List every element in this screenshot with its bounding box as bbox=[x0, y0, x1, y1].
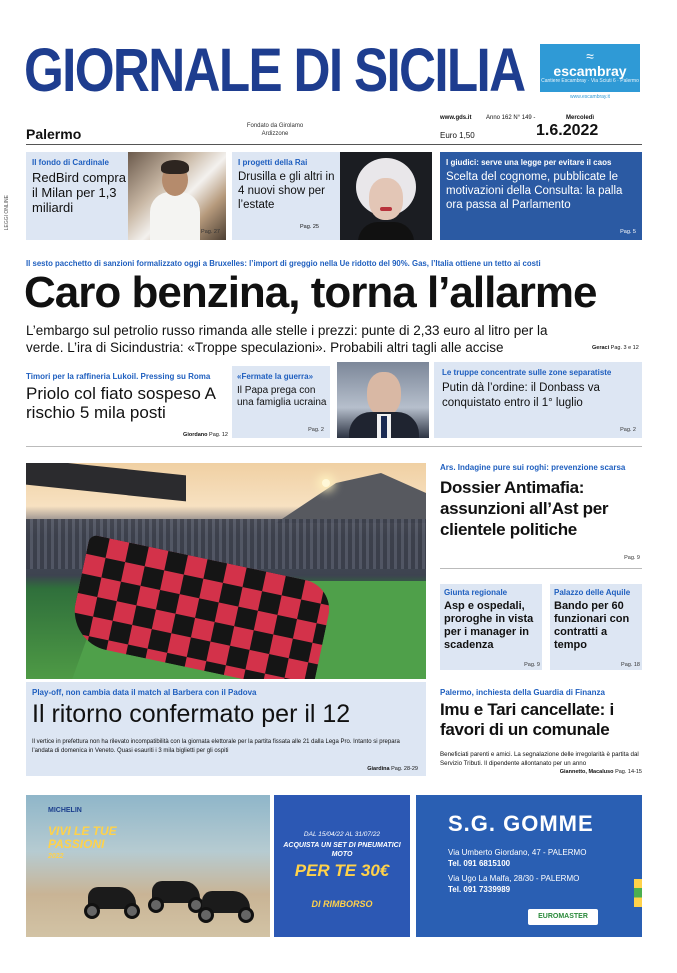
story-priolo[interactable] bbox=[26, 372, 228, 440]
main-headline[interactable]: Caro benzina, torna l’allarme bbox=[24, 268, 597, 317]
teaser-consulta[interactable] bbox=[440, 152, 642, 240]
story-title: Asp e ospedali, proroghe in vista per i manager in scadenza bbox=[444, 600, 534, 651]
story-imu[interactable] bbox=[440, 688, 642, 782]
issue-number: Anno 162 N° 149 - bbox=[486, 115, 536, 121]
story-page: Pag. 12 bbox=[209, 432, 228, 438]
story-kicker: Timori per la raffineria Lukoil. Pressing su Roma bbox=[26, 372, 211, 381]
story-kicker: Play-off, non cambia data il match al Barbera con il Padova bbox=[32, 688, 257, 697]
website[interactable]: www.gds.it bbox=[440, 115, 472, 121]
story-kicker: Le truppe concentrate sulle zone separatiste bbox=[442, 368, 612, 377]
divider bbox=[26, 446, 642, 447]
ad-year: 2022 bbox=[48, 853, 64, 860]
wheel-icon bbox=[124, 903, 140, 919]
wheel-icon bbox=[84, 903, 100, 919]
main-byline bbox=[592, 345, 639, 351]
drusilla-photo bbox=[340, 152, 432, 240]
wave-icon: ≈ bbox=[586, 48, 594, 64]
stadium-photo bbox=[26, 463, 426, 679]
story-page: Pag. 14-15 bbox=[615, 769, 642, 775]
wheel-icon bbox=[238, 907, 254, 923]
story-page: Pag. 28-29 bbox=[391, 766, 418, 772]
main-lede: L’embargo sul petrolio russo rimanda alle stelle i prezzi: punte di 2,33 euro al litro per la verde. L’ira di Sicindustria: «Troppe speculazioni». Probabili altri tagli alle accise bbox=[26, 323, 548, 355]
issue-date: 1.6.2022 bbox=[536, 122, 599, 139]
side-note: LEGGI ONLINE bbox=[4, 195, 10, 231]
ad-address-1 bbox=[448, 847, 638, 869]
story-match[interactable] bbox=[26, 682, 426, 776]
ad-address-line: Via Ugo La Malfa, 28/30 - PALERMO bbox=[448, 874, 580, 883]
teaser-page: Pag. 5 bbox=[620, 229, 636, 235]
story-kicker: Palazzo delle Aquile bbox=[554, 588, 631, 597]
story-title: Il Papa prega con una famiglia ucraina bbox=[237, 385, 327, 408]
ad-partner: EUROMASTER bbox=[528, 909, 598, 925]
ad-phone: Tel. 091 7339989 bbox=[448, 885, 511, 894]
story-kicker: Giunta regionale bbox=[444, 588, 508, 597]
teaser-page: Pag. 27 bbox=[201, 229, 220, 235]
sponsor-logo[interactable] bbox=[540, 44, 640, 92]
teaser-page: Pag. 25 bbox=[300, 224, 319, 230]
story-byline bbox=[367, 766, 418, 772]
story-author: Giannetto, Macaluso bbox=[559, 769, 614, 775]
founded-note: Fondato da Girolamo Ardizzone bbox=[246, 123, 304, 137]
story-kicker: Ars. Indagine pure sui roghi: prevenzione scarsa bbox=[440, 463, 626, 472]
story-page: Pag. 2 bbox=[620, 427, 636, 433]
ad-refund: DI RIMBORSO bbox=[311, 899, 373, 909]
ad-amount: PER TE 30€ bbox=[294, 861, 390, 880]
ad-offer-text: ACQUISTA UN SET DI PNEUMATICI MOTO bbox=[283, 842, 401, 858]
ad-brand: MICHELIN bbox=[48, 807, 82, 814]
teaser-kicker: I giudici: serve una legge per evitare il caos bbox=[446, 158, 612, 167]
story-title: Dossier Antimafia: assunzioni all’Ast per clientele politiche bbox=[440, 478, 609, 539]
wheel-icon bbox=[198, 907, 214, 923]
story-title: Imu e Tari cancellate: i favori di un comunale bbox=[440, 700, 614, 739]
story-byline bbox=[183, 432, 228, 438]
story-kicker: «Fermate la guerra» bbox=[237, 372, 314, 381]
main-kicker: Il sesto pacchetto di sanzioni formalizzato oggi a Bruxelles: l’import di greggio nella Ue ridotto del 90%. Gas, l’Italia ottiene un tetto ai costi bbox=[26, 259, 541, 268]
cardinale-photo bbox=[128, 152, 226, 240]
teaser-kicker: I progetti della Rai bbox=[238, 158, 308, 167]
story-body: Il vertice in prefettura non ha rilevato incompatibilità con la giornata elettorale per la partita fissata alle 21 dalla Lega Pro. Intanto si prepara l’andata di domenica in Veneto. Quasi esauriti i 3 mila biglietti per gli ospiti bbox=[32, 739, 400, 754]
story-papa[interactable] bbox=[232, 366, 330, 438]
main-pages: Pag. 3 e 12 bbox=[610, 345, 639, 351]
story-page: Pag. 18 bbox=[621, 662, 640, 668]
edition-city: Palermo bbox=[26, 126, 82, 142]
main-author: Geraci bbox=[592, 345, 610, 351]
story-putin[interactable] bbox=[434, 362, 642, 438]
story-body: Beneficiati parenti e amici. La segnalazione delle irregolarità è partita dal Servizio Tributi. Il dipendente allontanato per un anno bbox=[440, 751, 639, 767]
ad-address-line: Via Umberto Giordano, 47 - PALERMO bbox=[448, 848, 587, 857]
story-kicker: Palermo, inchiesta della Guardia di Finanza bbox=[440, 688, 605, 697]
advertisement[interactable] bbox=[26, 795, 642, 937]
story-palazzo[interactable] bbox=[550, 584, 642, 670]
story-title: Priolo col fiato sospeso A rischio 5 mila posti bbox=[26, 384, 216, 422]
decorative-stripe bbox=[634, 879, 642, 907]
story-antimafia[interactable] bbox=[440, 463, 642, 563]
teaser-text: Scelta del cognome, pubblicate le motivazioni della Consulta: la palla ora passa al Parlamento bbox=[446, 171, 623, 211]
story-author: Giordano bbox=[183, 432, 208, 438]
ad-dates: DAL 15/04/22 AL 31/07/22 bbox=[303, 831, 381, 838]
teaser-text: Drusilla e gli altri in 4 nuovi show per l’estate bbox=[238, 171, 335, 211]
weekday: Mercoledì bbox=[566, 115, 595, 121]
teaser-kicker: Il fondo di Cardinale bbox=[32, 158, 109, 167]
sponsor-address: Cantiere Escambray · Via Sciuti 6 · Palermo bbox=[541, 78, 639, 84]
teaser-text: RedBird compra il Milan per 1,3 miliardi bbox=[32, 170, 126, 215]
sponsor-site: www.escambray.it bbox=[570, 94, 610, 100]
putin-photo bbox=[337, 362, 429, 438]
story-page: Pag. 2 bbox=[308, 427, 324, 433]
divider bbox=[26, 144, 642, 145]
story-giunta[interactable] bbox=[440, 584, 542, 670]
story-author: Giardina bbox=[367, 766, 390, 772]
ad-michelin bbox=[26, 795, 270, 937]
story-byline bbox=[560, 769, 642, 775]
sponsor-name: escambray bbox=[553, 63, 627, 79]
ad-slogan: VIVI LE TUE PASSIONI bbox=[48, 824, 117, 851]
masthead-title: GIORNALE DI SICILIA bbox=[24, 36, 525, 104]
story-title: Il ritorno confermato per il 12 bbox=[32, 700, 351, 728]
divider bbox=[440, 568, 642, 569]
story-page: Pag. 9 bbox=[524, 662, 540, 668]
wheel-icon bbox=[148, 897, 164, 913]
ad-shop-name: S.G. GOMME bbox=[448, 811, 594, 836]
ad-offer bbox=[274, 795, 410, 937]
price: Euro 1,50 bbox=[440, 131, 475, 140]
story-page: Pag. 9 bbox=[624, 555, 640, 561]
story-title: Putin dà l’ordine: il Donbass va conquistato entro il 1° luglio bbox=[442, 382, 600, 409]
ad-phone: Tel. 091 6815100 bbox=[448, 859, 511, 868]
ad-address-2 bbox=[448, 873, 638, 895]
ad-shop bbox=[416, 795, 642, 937]
story-title: Bando per 60 funzionari con contratti a tempo bbox=[554, 600, 630, 651]
